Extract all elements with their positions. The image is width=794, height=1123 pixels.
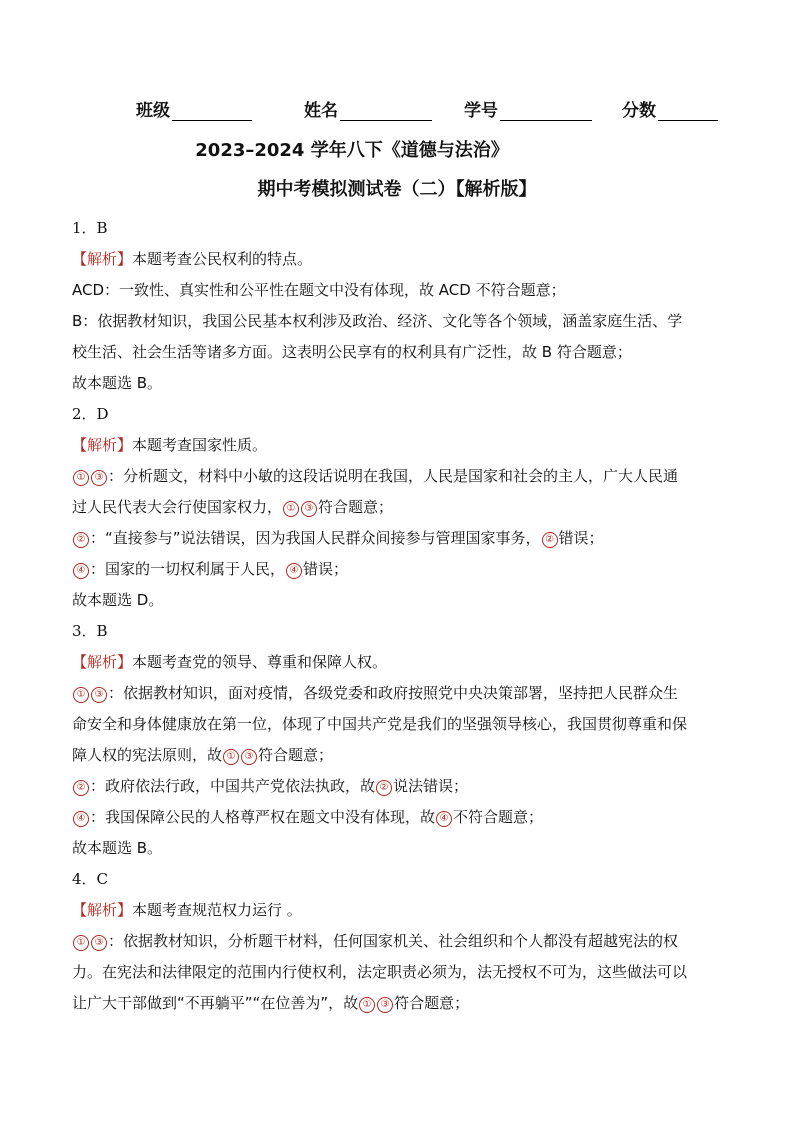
analysis-tag: 【解析】: [72, 653, 133, 671]
circled-number: ③: [301, 501, 317, 517]
analysis-line: [72, 771, 732, 802]
circled-number: ①: [73, 470, 89, 486]
analysis-intro-text: 本题考查国家性质。: [132, 436, 268, 454]
analysis-line: [72, 926, 732, 957]
analysis-line: [72, 988, 732, 1019]
id-blank[interactable]: [500, 102, 592, 121]
answer-conclusion: 故本题选 B。: [72, 839, 163, 857]
analysis-line: 命安全和身体健康放在第一位，体现了中国共产党是我们的坚强领导核心，我国贯彻尊重和保: [72, 715, 688, 733]
circled-number: ③: [377, 997, 393, 1013]
analysis-text: ：依据教材知识，分析题干材料，任何国家机关、社会组织和个人都没有超越宪法的权: [108, 932, 679, 950]
analysis-intro-text: 本题考查公民权利的特点。: [132, 250, 313, 268]
answer-number: 2．D: [72, 405, 109, 423]
circled-number: ③: [91, 470, 107, 486]
analysis-intro-text: 本题考查规范权力运行 。: [132, 901, 302, 919]
circled-number: ③: [241, 749, 257, 765]
circled-number: ②: [73, 532, 89, 548]
analysis-line: [72, 461, 732, 492]
analysis-text: 错误；: [303, 560, 349, 578]
answer-number: 4．C: [72, 870, 109, 888]
analysis-intro-text: 本题考查党的领导、尊重和保障人权。: [132, 653, 388, 671]
answer-conclusion: 故本题选 B。: [72, 374, 163, 392]
analysis-text: 符合题意；: [394, 994, 470, 1012]
analysis-text: 不符合题意；: [453, 808, 544, 826]
doc-title-line1: 2023–2024 学年八下《道德与法治》: [195, 140, 509, 161]
student-id-field[interactable]: [464, 96, 592, 121]
answer-number: 1．B: [72, 219, 108, 237]
class-blank[interactable]: [172, 102, 252, 121]
circled-number: ③: [91, 935, 107, 951]
analysis-text: 符合题意；: [318, 498, 394, 516]
class-label: 班级: [136, 101, 170, 121]
analysis-text: 错误；: [558, 529, 604, 547]
circled-number: ④: [436, 811, 452, 827]
analysis-text: 障人权的宪法原则，故: [72, 746, 223, 764]
analysis-text: 说法错误；: [393, 777, 469, 795]
analysis-intro: [72, 647, 732, 678]
name-label: 姓名: [304, 101, 338, 121]
class-field[interactable]: [136, 96, 252, 121]
analysis-line: ACD：一致性、真实性和公平性在题文中没有体现，故 ACD 不符合题意；: [72, 281, 566, 299]
name-blank[interactable]: [340, 102, 432, 121]
analysis-line: B：依据教材知识，我国公民基本权利涉及政治、经济、文化等各个领域，涵盖家庭生活、学: [72, 312, 683, 330]
circled-number: ①: [283, 501, 299, 517]
analysis-intro: [72, 430, 732, 461]
id-label: 学号: [464, 101, 498, 121]
analysis-tag: 【解析】: [72, 250, 133, 268]
analysis-line: [72, 523, 732, 554]
analysis-text: ：我国保障公民的人格尊严权在题文中没有体现，故: [90, 808, 436, 826]
analysis-text: 过人民代表大会行使国家权力，: [72, 498, 283, 516]
circled-number: ④: [73, 563, 89, 579]
circled-number: ④: [286, 563, 302, 579]
analysis-tag: 【解析】: [72, 901, 133, 919]
score-label: 分数: [622, 101, 656, 121]
name-field[interactable]: [304, 96, 432, 121]
analysis-line: [72, 802, 732, 833]
analysis-text: ：“直接参与”说法错误，因为我国人民群众间接参与管理国家事务，: [90, 529, 541, 547]
analysis-text: ：国家的一切权利属于人民，: [90, 560, 286, 578]
circled-number: ②: [542, 532, 558, 548]
circled-number: ①: [73, 935, 89, 951]
circled-number: ①: [223, 749, 239, 765]
circled-number: ③: [91, 687, 107, 703]
analysis-text: ：依据教材知识，面对疫情，各级党委和政府按照党中央决策部署，坚持把人民群众生: [108, 684, 679, 702]
score-field[interactable]: [622, 96, 718, 121]
answer-conclusion: 故本题选 D。: [72, 591, 164, 609]
student-info-header: [136, 96, 736, 122]
analysis-line: [72, 492, 732, 523]
analysis-line: [72, 740, 732, 771]
analysis-tag: 【解析】: [72, 436, 133, 454]
analysis-intro: [72, 895, 732, 926]
analysis-text: 让广大干部做到“不再躺平”“在位善为”，故: [72, 994, 359, 1012]
analysis-intro: [72, 244, 732, 275]
analysis-line: 校生活、社会生活等诸多方面。这表明公民享有的权利具有广泛性，故 B 符合题意；: [72, 343, 632, 361]
analysis-line: [72, 554, 732, 585]
circled-number: ①: [73, 687, 89, 703]
analysis-text: 符合题意；: [258, 746, 334, 764]
score-blank[interactable]: [658, 102, 718, 121]
analysis-text: ：分析题文，材料中小敏的这段话说明在我国，人民是国家和社会的主人，广大人民通: [108, 467, 679, 485]
analysis-text: ：政府依法行政，中国共产党依法执政，故: [90, 777, 376, 795]
analysis-line: 力。在宪法和法律限定的范围内行使权利，法定职责必须为，法无授权不可为，这些做法可以: [72, 963, 688, 981]
circled-number: ②: [73, 780, 89, 796]
answer-number: 3．B: [72, 622, 108, 640]
circled-number: ①: [359, 997, 375, 1013]
analysis-line: [72, 678, 732, 709]
answer-content: [72, 213, 732, 1019]
circled-number: ②: [376, 780, 392, 796]
doc-title-line2: 期中考模拟测试卷（二）【解析版】: [257, 179, 537, 200]
circled-number: ④: [73, 811, 89, 827]
